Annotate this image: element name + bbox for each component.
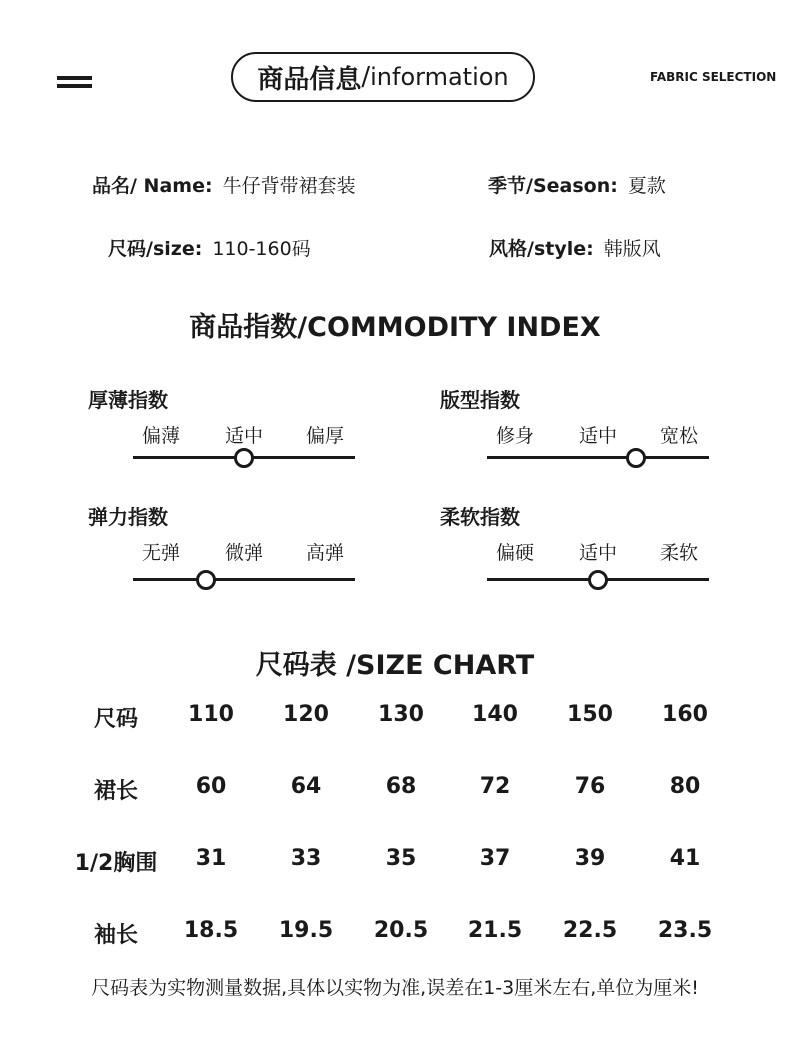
- size-cell: 19.5: [278, 918, 334, 943]
- index-scale-label: 微弹: [224, 542, 264, 564]
- info-name-value: 牛仔背带裙套装: [222, 175, 356, 197]
- menu-bar-top: [57, 76, 92, 80]
- size-cell: 33: [290, 846, 322, 871]
- size-row-label: 袖长: [93, 923, 139, 948]
- menu-bar-bottom: [57, 84, 92, 88]
- size-cell: 21.5: [467, 918, 523, 943]
- index-scale-label: 高弹: [305, 542, 345, 564]
- size-cell: 140: [472, 702, 518, 727]
- size-cell: 39: [574, 846, 606, 871]
- size-cell: 160: [662, 702, 708, 727]
- index-title: 版型指数: [440, 388, 520, 412]
- info-size: [108, 234, 311, 261]
- index-title: 厚薄指数: [88, 388, 168, 412]
- size-cell: 20.5: [373, 918, 429, 943]
- index-title: 柔软指数: [440, 505, 520, 529]
- size-row-label: 裙长: [93, 779, 139, 804]
- index-scale-label: 偏硬: [495, 542, 535, 564]
- info-size-value: 110-160码: [212, 238, 311, 260]
- index-track: [487, 456, 709, 459]
- commodity-index-title: 商品指数/COMMODITY INDEX: [189, 312, 601, 343]
- size-cell: 80: [669, 774, 701, 799]
- size-row-label: 1/2胸围: [74, 851, 158, 876]
- index-level-marker: [234, 448, 254, 468]
- info-style-key: 风格/style:: [489, 238, 594, 260]
- index-scale-label: 偏薄: [141, 425, 181, 447]
- index-scale-label: 适中: [224, 425, 264, 447]
- size-cell: 72: [479, 774, 511, 799]
- index-scale-label: 适中: [578, 542, 618, 564]
- index-scale-label: 修身: [495, 425, 535, 447]
- size-cell: 64: [290, 774, 322, 799]
- size-cell: 130: [378, 702, 424, 727]
- size-cell: 23.5: [657, 918, 713, 943]
- index-level-marker: [196, 570, 216, 590]
- info-season: [488, 171, 666, 198]
- info-size-key: 尺码/size:: [108, 238, 203, 260]
- info-season-value: 夏款: [627, 175, 666, 197]
- index-scale-label: 宽松: [659, 425, 699, 447]
- index-level-marker: [588, 570, 608, 590]
- size-cell: 110: [188, 702, 234, 727]
- index-scale-label: 无弹: [141, 542, 181, 564]
- size-cell: 18.5: [183, 918, 239, 943]
- index-track: [133, 578, 355, 581]
- index-level-marker: [626, 448, 646, 468]
- info-name-key: 品名/ Name:: [92, 175, 213, 197]
- index-scale-label: 偏厚: [305, 425, 345, 447]
- size-cell: 120: [283, 702, 329, 727]
- size-cell: 41: [669, 846, 701, 871]
- index-scale-label: 适中: [578, 425, 618, 447]
- size-cell: 31: [195, 846, 227, 871]
- title-slash: /: [361, 62, 371, 92]
- size-row-label: 尺码: [93, 707, 139, 732]
- size-cell: 76: [574, 774, 606, 799]
- size-cell: 35: [385, 846, 417, 871]
- size-cell: 68: [385, 774, 417, 799]
- size-cell: 22.5: [562, 918, 618, 943]
- index-scale-label: 柔软: [659, 542, 699, 564]
- fabric-selection-label: FABRIC SELECTION: [650, 70, 777, 84]
- info-name: [92, 171, 356, 198]
- size-chart-title: 尺码表 /SIZE CHART: [255, 650, 535, 681]
- size-cell: 150: [567, 702, 613, 727]
- size-cell: 37: [479, 846, 511, 871]
- size-cell: 60: [195, 774, 227, 799]
- info-style-value: 韩版风: [603, 238, 661, 260]
- index-title: 弹力指数: [88, 505, 168, 529]
- title-en: information: [370, 63, 509, 91]
- title-cn: 商品信息: [257, 64, 362, 95]
- title-pill: [231, 52, 535, 102]
- info-season-key: 季节/Season:: [488, 175, 618, 197]
- size-chart-note: 尺码表为实物测量数据,具体以实物为准,误差在1-3厘米左右,单位为厘米!: [91, 977, 699, 999]
- info-style: [489, 234, 661, 261]
